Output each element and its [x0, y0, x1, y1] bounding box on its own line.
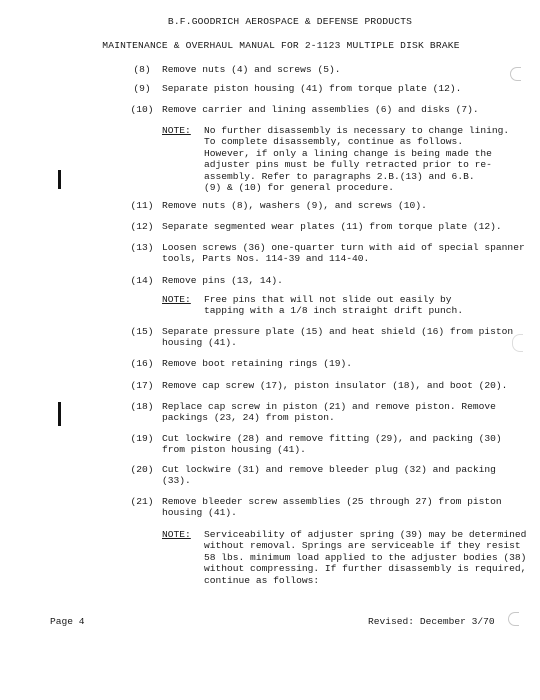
step-text: (33). — [162, 475, 191, 487]
step-text: Loosen screws (36) one-quarter turn with aid of special spanner — [162, 242, 525, 253]
step-text: Remove pins (13, 14). — [162, 275, 283, 286]
note-line: To complete disassembly, continue as follows. — [204, 136, 464, 148]
binder-hole-mark — [510, 67, 521, 81]
company-header: B.F.GOODRICH AEROSPACE & DEFENSE PRODUCTS — [167, 16, 413, 27]
step-text: Separate segmented wear plates (11) from torque plate (12). — [162, 221, 502, 232]
step-number: (10) — [130, 104, 154, 115]
step-text: Remove bleeder screw assemblies (25 through 27) from piston — [162, 496, 502, 507]
note-line: adjuster pins must be fully retracted prior to re- — [204, 159, 492, 171]
step-text: tools, Parts Nos. 114-39 and 114-40. — [162, 253, 370, 265]
step-text: Replace cap screw in piston (21) and remove piston. Remove — [162, 401, 496, 412]
note-line: tapping with a 1/8 inch straight drift punch. — [204, 305, 464, 317]
note-label: NOTE: — [162, 529, 191, 540]
note-line: assembly. Refer to paragraphs 2.B.(13) and 6.B. — [204, 170, 475, 182]
note-label: NOTE: — [162, 125, 191, 136]
note-line: (9) & (10) for general procedure. — [204, 182, 394, 194]
note-line: No further disassembly is necessary to change lining. — [204, 125, 510, 136]
change-bar — [58, 402, 61, 426]
step-number: (21) — [130, 496, 154, 507]
step-text: Separate piston housing (41) from torque plate (12). — [162, 83, 462, 94]
note-line: without compressing. If further disassembly is required, — [204, 563, 527, 575]
step-number: (18) — [130, 401, 154, 412]
step-number: (8) — [133, 64, 151, 75]
page-number: Page 4 — [50, 616, 85, 627]
note-line: continue as follows: — [204, 574, 320, 586]
step-text: Remove carrier and lining assemblies (6) and disks (7). — [162, 104, 479, 115]
step-text: Remove nuts (4) and screws (5). — [162, 64, 341, 75]
step-number: (9) — [133, 83, 151, 94]
step-text: Remove nuts (8), washers (9), and screws (10). — [162, 200, 427, 211]
step-text: Cut lockwire (28) and remove fitting (29), and packing (30) — [162, 433, 502, 444]
revision-date: Revised: December 3/70 — [368, 616, 495, 627]
note-line: without removal. Springs are serviceable if they resist — [204, 540, 521, 552]
step-number: (14) — [130, 275, 154, 286]
step-number: (12) — [130, 221, 154, 232]
step-number: (20) — [130, 464, 154, 475]
manual-title: MAINTENANCE & OVERHAUL MANUAL FOR 2-1123 MULTIPLE DISK BRAKE — [102, 40, 460, 51]
step-text: Remove cap screw (17), piston insulator (18), and boot (20). — [162, 380, 508, 391]
step-number: (15) — [130, 326, 154, 337]
step-text: housing (41). — [162, 337, 237, 349]
step-text: Cut lockwire (31) and remove bleeder plug (32) and packing — [162, 464, 496, 475]
change-bar — [58, 170, 61, 189]
step-number: (11) — [130, 200, 154, 211]
note-line: Free pins that will not slide out easily by — [204, 294, 452, 305]
note-line: However, if only a lining change is being made the — [204, 147, 492, 159]
binder-hole-mark — [508, 612, 519, 626]
step-text: Separate pressure plate (15) and heat shield (16) from piston — [162, 326, 514, 337]
note-line: 58 lbs. minimum load applied to the adjuster bodies (38) — [204, 551, 527, 563]
note-label: NOTE: — [162, 294, 191, 305]
step-number: (13) — [130, 242, 154, 253]
note-line: Serviceability of adjuster spring (39) may be determined — [204, 529, 527, 540]
step-number: (17) — [130, 380, 154, 391]
step-text: housing (41). — [162, 507, 237, 519]
step-text: packings (23, 24) from piston. — [162, 412, 335, 424]
binder-hole-mark — [512, 334, 523, 352]
step-text: from piston housing (41). — [162, 444, 306, 456]
step-number: (16) — [130, 358, 154, 369]
step-text: Remove boot retaining rings (19). — [162, 358, 352, 369]
step-number: (19) — [130, 433, 154, 444]
